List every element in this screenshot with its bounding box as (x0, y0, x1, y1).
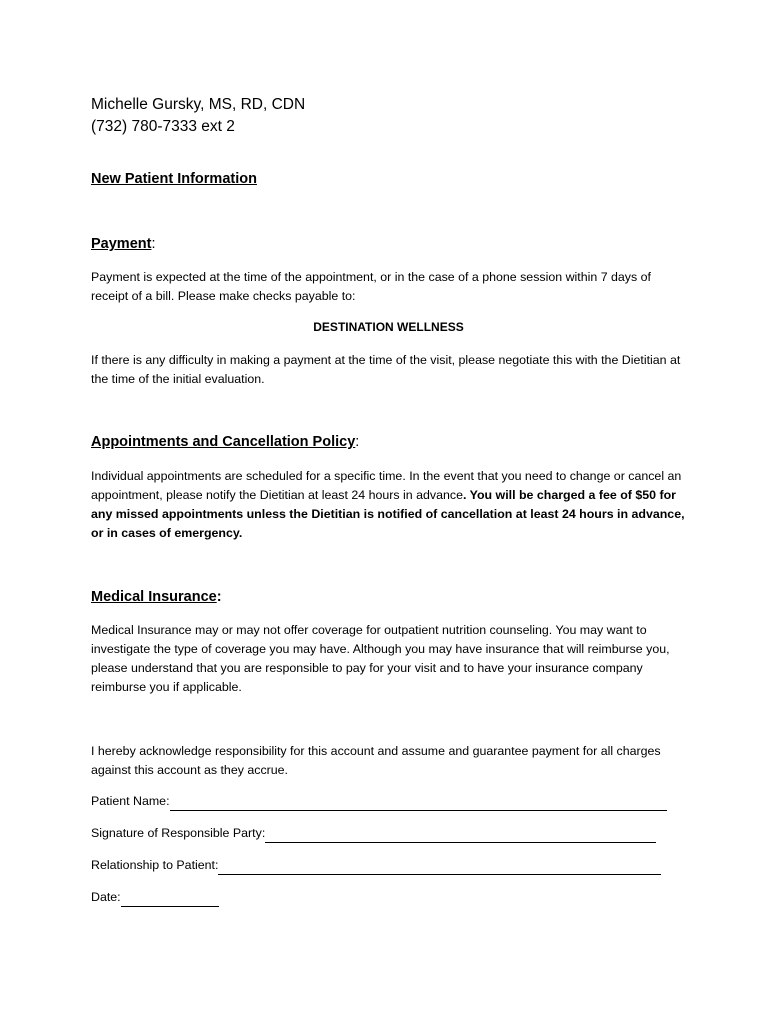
payment-paragraph-2: If there is any difficulty in making a payment at the time of the visit, please negotiate this with the Dietitian at the time of the initial evaluation. (91, 353, 681, 386)
patient-name-field (91, 792, 667, 811)
date-label: Date: (91, 890, 121, 904)
insurance-paragraph: Medical Insurance may or may not offer coverage for outpatient nutrition counseling. You may want to investigate the type of coverage you may have. Although you may have insurance that will reimburse you, please understand that you are responsible to pay for your visit and to have your insurance company reimburse you if applicable. (91, 623, 670, 694)
payment-heading-colon: : (151, 236, 156, 252)
payment-paragraph-1: Payment is expected at the time of the appointment, or in the case of a phone session within 7 days of receipt of a bill. Please make checks payable to: (91, 270, 651, 303)
date-field (91, 888, 219, 907)
document-page (91, 0, 691, 1024)
date-input-line[interactable] (121, 893, 219, 907)
appointments-paragraph-bold: . You will be charged a fee of $50 for any missed appointments unless the Dietitian is notified of cancellation at least 24 hours in advance, or in cases of emergency. (91, 488, 685, 540)
payment-heading-text: Payment (91, 236, 152, 252)
page-title: New Patient Information (91, 171, 257, 187)
signature-input-line[interactable] (265, 829, 656, 843)
acknowledgement-paragraph: I hereby acknowledge responsibility for this account and assume and guarantee payment for all charges against this account as they accrue. (91, 744, 661, 777)
insurance-heading-text: Medical Insurance (91, 589, 217, 605)
relationship-field (91, 856, 661, 875)
provider-phone: (732) 780-7333 ext 2 (91, 118, 235, 135)
insurance-heading-colon: : (216, 589, 222, 605)
patient-name-input-line[interactable] (170, 797, 667, 811)
patient-name-label: Patient Name: (91, 794, 170, 808)
appointments-heading-colon: : (355, 434, 360, 450)
appointments-paragraph (91, 467, 686, 543)
signature-label: Signature of Responsible Party: (91, 826, 266, 840)
appointments-heading (91, 434, 359, 450)
relationship-input-line[interactable] (218, 861, 661, 875)
insurance-heading (91, 589, 222, 605)
payment-heading (91, 236, 155, 252)
appointments-heading-text: Appointments and Cancellation Policy (91, 434, 356, 450)
relationship-label: Relationship to Patient: (91, 858, 219, 872)
payee-name: DESTINATION WELLNESS (313, 320, 464, 334)
provider-name: Michelle Gursky, MS, RD, CDN (91, 96, 306, 113)
signature-field (91, 824, 656, 843)
appointments-paragraph-normal: Individual appointments are scheduled for a specific time. In the event that you need to change or cancel an appointment, please notify the Dietitian at least 24 hours in advance (91, 469, 682, 502)
